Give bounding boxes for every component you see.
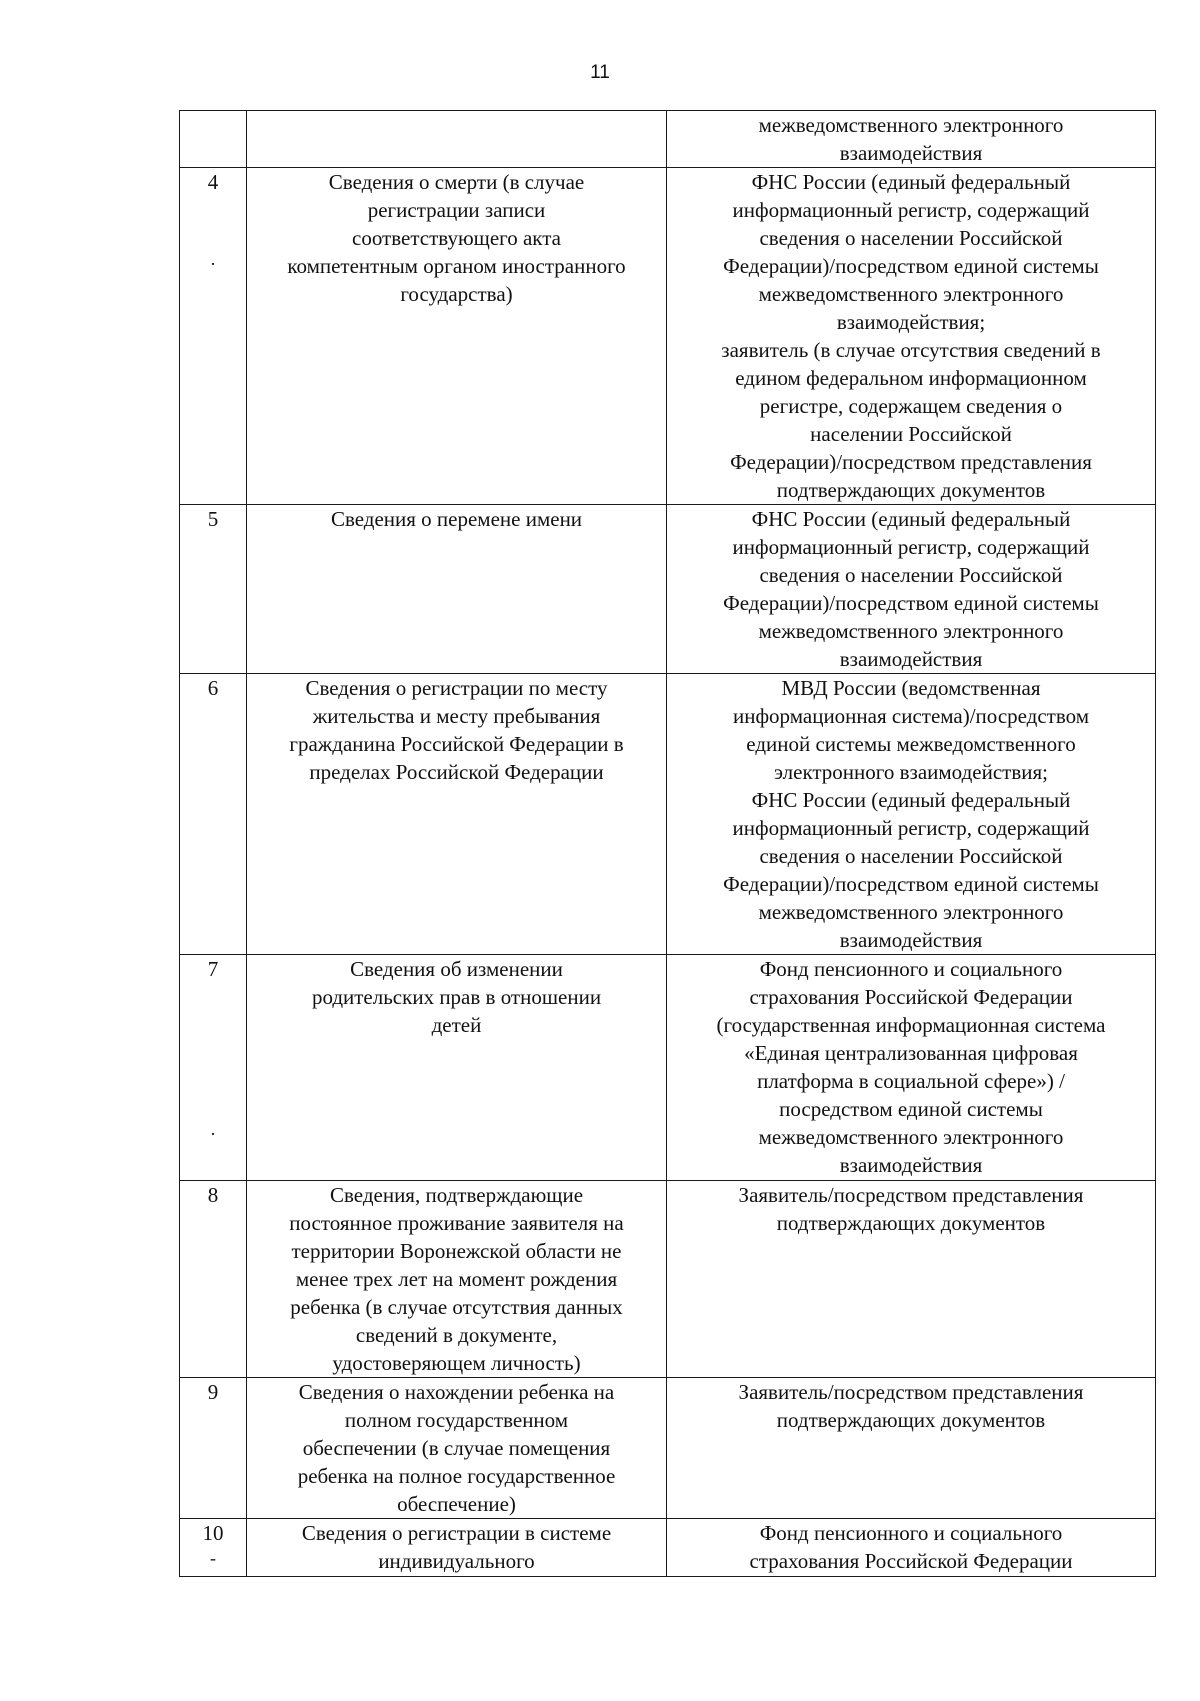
row-number: 8 — [180, 1181, 247, 1378]
row-number-mark: . — [210, 249, 216, 269]
table-row — [180, 1519, 1156, 1577]
row-source: ФНС России (единый федеральный информационный регистр, содержащий сведения о населении Российской Федерации)/посредством единой системы межведомственного электронного взаимодействия — [667, 505, 1156, 674]
row-number — [180, 111, 247, 168]
row-source: Фонд пенсионного и социального страхования Российской Федерации (государственная информационная система «Единая централизованная цифровая платформа в социальной сфере») / посредством единой системы межведомственного электронного взаимодействия — [667, 955, 1156, 1181]
table-row — [180, 955, 1156, 1181]
row-number: 6 — [180, 674, 247, 955]
row-number: 4 . — [180, 168, 247, 505]
table-row — [180, 168, 1156, 505]
row-description: Сведения о регистрации в системе индивидуального — [247, 1519, 667, 1577]
table-row — [180, 505, 1156, 674]
documents-table — [179, 110, 1156, 1577]
row-description: Сведения о смерти (в случае регистрации записи соответствующего акта компетентным органом иностранного государства) — [247, 168, 667, 505]
table-row — [180, 111, 1156, 168]
row-number-mark: - — [210, 1548, 216, 1568]
row-source: МВД России (ведомственная информационная система)/посредством единой системы межведомственного электронного взаимодействия; ФНС России (единый федеральный информационный регистр, содержащий сведения о населении Российской Федерации)/посредством единой системы межведомственного электронного взаимодействия — [667, 674, 1156, 955]
table-row — [180, 1181, 1156, 1378]
row-description: Сведения о перемене имени — [247, 505, 667, 674]
row-description: Сведения об изменении родительских прав в отношении детей — [247, 955, 667, 1181]
row-source: межведомственного электронного взаимодействия — [667, 111, 1156, 168]
page-number: 11 — [590, 62, 610, 83]
row-description — [247, 111, 667, 168]
row-number-mark: . — [210, 1119, 216, 1139]
table-row — [180, 1378, 1156, 1519]
row-source: Заявитель/посредством представления подтверждающих документов — [667, 1181, 1156, 1378]
row-description: Сведения, подтверждающие постоянное проживание заявителя на территории Воронежской области не менее трех лет на момент рождения ребенка (в случае отсутствия данных сведений в документе, удостоверяющем личность) — [247, 1181, 667, 1378]
table-row — [180, 674, 1156, 955]
row-description: Сведения о нахождении ребенка на полном государственном обеспечении (в случае помещения ребенка на полное государственное обеспечение) — [247, 1378, 667, 1519]
row-number: 7 . — [180, 955, 247, 1181]
row-source: Заявитель/посредством представления подтверждающих документов — [667, 1378, 1156, 1519]
row-source: ФНС России (единый федеральный информационный регистр, содержащий сведения о населении Российской Федерации)/посредством единой системы межведомственного электронного взаимодействия; заявитель (в случае отсутствия сведений в едином федеральном информационном регистре, содержащем сведения о населении Российской Федерации)/посредством представления подтверждающих документов — [667, 168, 1156, 505]
row-description: Сведения о регистрации по месту жительства и месту пребывания гражданина Российской Федерации в пределах Российской Федерации — [247, 674, 667, 955]
row-source: Фонд пенсионного и социального страхования Российской Федерации — [667, 1519, 1156, 1577]
row-number: 5 — [180, 505, 247, 674]
row-number: 10 - — [180, 1519, 247, 1577]
row-number: 9 — [180, 1378, 247, 1519]
